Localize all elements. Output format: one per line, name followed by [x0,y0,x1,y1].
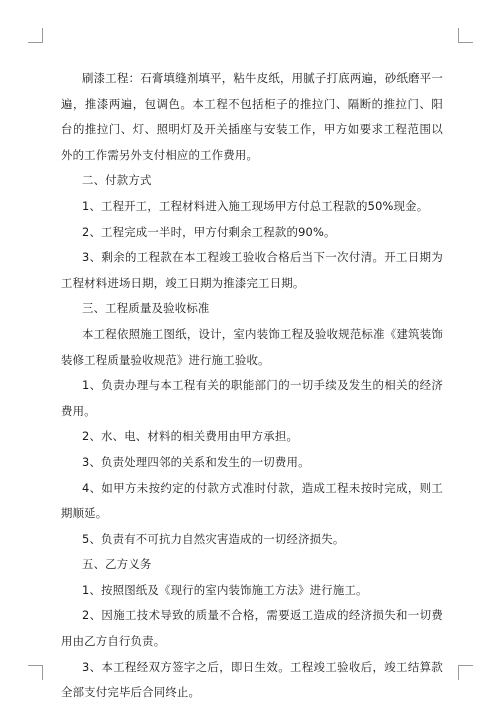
crop-mark-bottom-right [458,665,473,680]
party-b-item-2: 2、因施工技术导致的质量不合格，需要返工造成的经济损失和一切费用由乙方自行负责。 [61,608,443,649]
party-b-item-1: 1、按照图纸及《现行的室内装饰施工方法》进行施工。 [82,582,368,597]
heading-payment-method: 二、付款方式 [82,173,152,188]
payment-item-1: 1、工程开工，工程材料进入施工现场甲方付总工程款的50%现金。 [82,198,429,213]
payment-item-3: 3、剩余的工程款在本工程竣工验收合格后当下一次付清。开工日期为工程材料进场日期，竣工日期为推漆完工日期。 [61,250,443,290]
heading-quality-standard: 三、工程质量及验收标准 [82,301,210,316]
paragraph-painting-scope: 刷漆工程：石膏填缝剂填平，粘牛皮纸，用腻子打底两遍，砂纸磨平一遍，推漆两遍，包调色。本工程不包括柜子的推拉门、隔断的推拉门、阳台的推拉门、灯、照明灯及开关插座与安装工作，甲方如要求工程范围以外的工作需另外支付相应的工作费用。 [61,71,443,162]
crop-mark-top-right [458,28,473,43]
duty-item-2: 2、水、电、材料的相关费用由甲方承担。 [82,429,299,444]
heading-party-b-obligations: 五、乙方义务 [82,557,152,572]
crop-mark-bottom-left [28,665,43,680]
duty-item-4: 4、如甲方未按约定的付款方式准时付款，造成工程未按时完成，则工期顺延。 [61,480,443,521]
party-b-item-3: 3、本工程经双方签字之后，即日生效。工程竣工验收后，竣工结算款全部支付完毕后合同终止。 [61,659,443,700]
crop-mark-top-left [28,28,43,43]
duty-item-3: 3、负责处理四邻的关系和发生的一切费用。 [82,454,310,469]
duty-item-1: 1、负责办理与本工程有关的职能部门的一切手续及发生的相关的经济费用。 [61,378,443,418]
paragraph-quality-standard: 本工程依照施工图纸，设计，室内装饰工程及验收规范标准《建筑装饰装修工程质量验收规范》进行施工验收。 [61,326,443,367]
document-body [61,66,443,706]
duty-item-5: 5、负责有不可抗力自然灾害造成的一切经济损失。 [82,531,345,546]
payment-item-2: 2、工程完成一半时，甲方付剩余工程款的90%。 [82,224,336,239]
